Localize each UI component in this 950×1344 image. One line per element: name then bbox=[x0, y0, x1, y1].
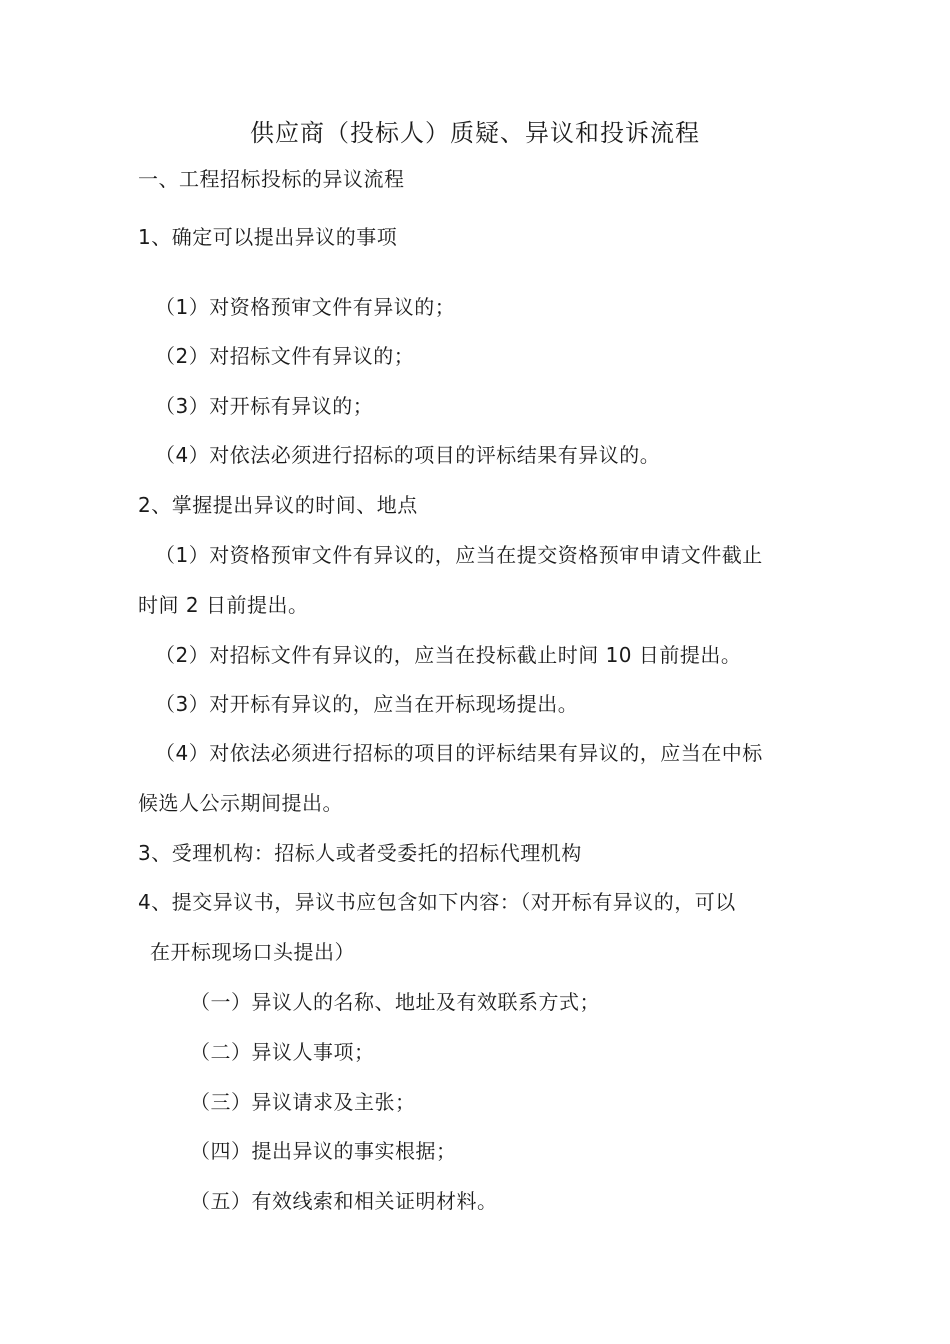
item2-point-1-line-2: 时间 2 日前提出。 bbox=[138, 593, 309, 617]
item2-point-2: （2）对招标文件有异议的，应当在投标截止时间 10 日前提出。 bbox=[155, 643, 742, 667]
item2-heading: 2、掌握提出异议的时间、地点 bbox=[138, 493, 418, 517]
item2-point-4-line-1: （4）对依法必须进行招标的项目的评标结果有异议的，应当在中标 bbox=[155, 741, 763, 765]
item1-point-4: （4）对依法必须进行招标的项目的评标结果有异议的。 bbox=[155, 443, 661, 467]
item1-point-2: （2）对招标文件有异议的； bbox=[155, 344, 415, 368]
item3-heading: 3、受理机构：招标人或者受委托的招标代理机构 bbox=[138, 841, 582, 865]
item4-heading-line-2: 在开标现场口头提出） bbox=[150, 940, 355, 964]
section-heading: 一、工程招标投标的异议流程 bbox=[138, 167, 405, 191]
document-title: 供应商（投标人）质疑、异议和投诉流程 bbox=[250, 119, 700, 147]
item4-point-3: （三）异议请求及主张； bbox=[190, 1090, 416, 1114]
item2-point-1-line-1: （1）对资格预审文件有异议的，应当在提交资格预审申请文件截止 bbox=[155, 543, 763, 567]
item2-point-4-line-2: 候选人公示期间提出。 bbox=[138, 791, 343, 815]
item2-point-3: （3）对开标有异议的，应当在开标现场提出。 bbox=[155, 692, 579, 716]
item4-point-4: （四）提出异议的事实根据； bbox=[190, 1139, 457, 1163]
item4-point-2: （二）异议人事项； bbox=[190, 1040, 375, 1064]
item1-point-1: （1）对资格预审文件有异议的； bbox=[155, 295, 456, 319]
item4-heading-line-1: 4、提交异议书，异议书应包含如下内容：（对开标有异议的，可以 bbox=[138, 890, 736, 914]
item4-point-1: （一）异议人的名称、地址及有效联系方式； bbox=[190, 990, 600, 1014]
item4-point-5: （五）有效线索和相关证明材料。 bbox=[190, 1189, 498, 1213]
item1-point-3: （3）对开标有异议的； bbox=[155, 394, 374, 418]
item1-heading: 1、确定可以提出异议的事项 bbox=[138, 225, 398, 249]
